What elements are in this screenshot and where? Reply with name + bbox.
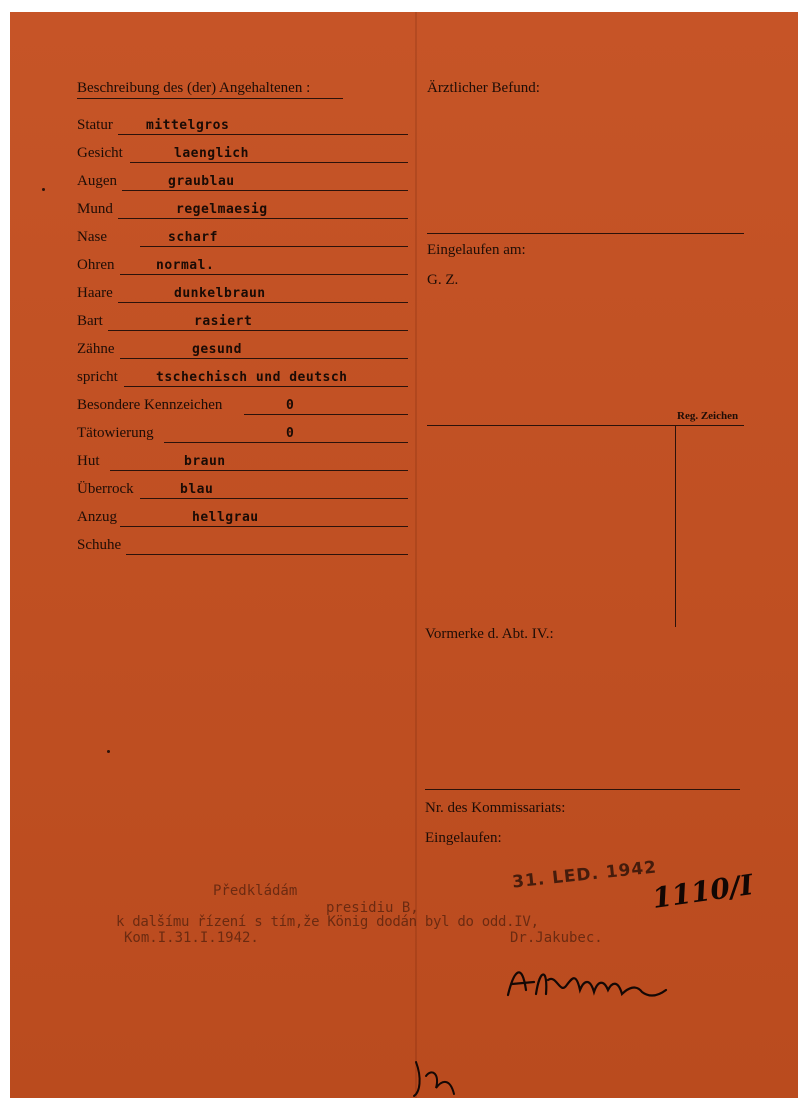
field-value: braun: [184, 454, 226, 469]
field-value: rasiert: [194, 314, 253, 329]
field-rule: [140, 498, 408, 499]
note-line-4: Kom.I.31.I.1942.: [124, 930, 259, 946]
field-value: tschechisch und deutsch: [156, 370, 348, 385]
field-label: Überrock: [77, 481, 134, 497]
field-value: blau: [180, 482, 214, 497]
field-value: normal.: [156, 258, 215, 273]
handwritten-signature: [500, 950, 680, 1010]
field-label: Besondere Kennzeichen: [77, 397, 223, 413]
field-rule: [110, 470, 408, 471]
field-value: laenglich: [174, 146, 249, 161]
stray-mark: [42, 188, 45, 191]
nr-kommissariats-label: Nr. des Kommissariats:: [425, 800, 566, 816]
field-rule: [120, 358, 408, 359]
reg-zeichen-label: Reg. Zeichen: [677, 410, 739, 422]
field-label: Mund: [77, 201, 113, 217]
vormerke-label: Vormerke d. Abt. IV.:: [425, 626, 554, 642]
vormerke-bottom-rule: [425, 789, 740, 790]
field-value: dunkelbraun: [174, 286, 266, 301]
field-rule: [130, 162, 408, 163]
note-line-2: presidiu B,: [326, 900, 419, 916]
field-value: hellgrau: [192, 510, 259, 525]
note-signatory: Dr.Jakubec.: [510, 930, 603, 946]
handwritten-file-number: 1110/I: [650, 868, 756, 915]
description-heading: Beschreibung des (der) Angehaltenen :: [77, 80, 311, 96]
field-rule: [122, 190, 408, 191]
field-label: Anzug: [77, 509, 117, 525]
eingelaufen-am-label: Eingelaufen am:: [427, 242, 526, 258]
aerztlicher-befund-label: Ärztlicher Befund:: [427, 80, 540, 96]
field-label: Schuhe: [77, 537, 122, 553]
field-label: Statur: [77, 117, 113, 133]
befund-bottom-rule: [427, 233, 744, 234]
heading-underline: [77, 98, 343, 99]
field-label: Hut: [77, 453, 100, 469]
field-rule: [118, 134, 408, 135]
date-stamp: 31. LED. 1942: [511, 857, 658, 893]
field-label: Bart: [77, 313, 103, 329]
field-rule: [164, 442, 408, 443]
field-value: scharf: [168, 230, 218, 245]
field-rule: [126, 554, 408, 555]
field-value: 0: [286, 426, 295, 441]
stray-mark: [107, 750, 110, 753]
field-value: gesund: [192, 342, 242, 357]
eingelaufen-label: Eingelaufen:: [425, 830, 502, 846]
note-line-3: k dalšímu řízení s tím,že König dodán byl do odd.IV,: [116, 914, 539, 930]
field-value: mittelgros: [146, 118, 230, 133]
reg-zeichen-rule: [427, 425, 744, 426]
field-value: 0: [286, 398, 295, 413]
field-label: Augen: [77, 173, 117, 189]
field-label: Gesicht: [77, 145, 123, 161]
field-label: Zähne: [77, 341, 115, 357]
field-rule: [118, 302, 408, 303]
field-label: Haare: [77, 285, 113, 301]
gz-label: G. Z.: [427, 272, 459, 288]
field-label: spricht: [77, 369, 118, 385]
field-rule: [118, 218, 408, 219]
reg-zeichen-vertical-rule: [675, 425, 676, 627]
field-rule: [124, 386, 408, 387]
field-rule: [120, 526, 408, 527]
field-label: Nase: [77, 229, 107, 245]
field-rule: [244, 414, 408, 415]
field-rule: [140, 246, 408, 247]
field-value: graublau: [168, 174, 235, 189]
field-label: Tätowierung: [77, 425, 154, 441]
center-fold: [415, 12, 417, 1098]
field-rule: [120, 274, 408, 275]
field-value: regelmaesig: [176, 202, 268, 217]
bottom-handwriting-fragment: [410, 1058, 460, 1098]
note-line-1: Předkládám: [213, 883, 298, 899]
field-rule: [108, 330, 408, 331]
field-label: Ohren: [77, 257, 115, 273]
